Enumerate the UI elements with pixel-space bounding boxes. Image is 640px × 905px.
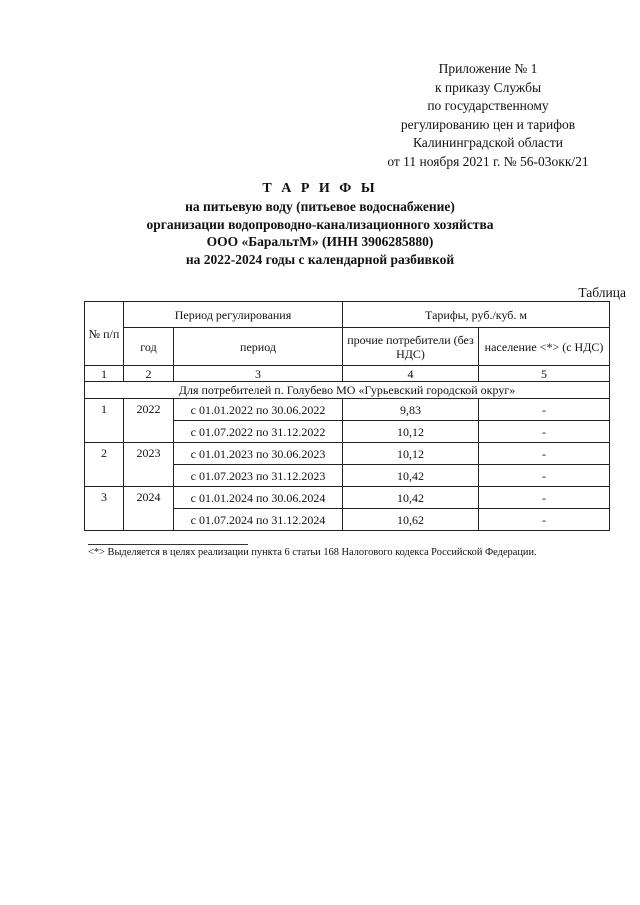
document-title bbox=[0, 180, 640, 268]
row-year: 2024 bbox=[124, 487, 174, 531]
title-line: организации водопроводно-канализационного хозяйства bbox=[146, 216, 494, 232]
row-population: - bbox=[479, 443, 610, 465]
section-row bbox=[85, 382, 610, 399]
header-other: прочие потребители (без НДС) bbox=[343, 328, 479, 366]
column-number: 4 bbox=[343, 366, 479, 382]
row-population: - bbox=[479, 487, 610, 509]
column-number: 1 bbox=[85, 366, 124, 382]
header-num: № п/п bbox=[85, 302, 124, 366]
table-label: Таблица bbox=[578, 285, 626, 300]
header-period: период bbox=[174, 328, 343, 366]
table-row bbox=[85, 443, 610, 465]
tariff-table bbox=[84, 301, 610, 531]
row-other: 10,62 bbox=[343, 509, 479, 531]
subheader-row bbox=[85, 328, 610, 366]
title-line: на 2022-2024 годы с календарной разбивкой bbox=[185, 251, 455, 267]
table-row bbox=[85, 487, 610, 509]
title-line: на питьевую воду (питьевое водоснабжение) bbox=[185, 199, 455, 214]
table-row bbox=[85, 399, 610, 421]
row-num: 3 bbox=[85, 487, 124, 531]
header-period-group: Период регулирования bbox=[124, 302, 343, 328]
row-other: 10,42 bbox=[343, 487, 479, 509]
row-num: 2 bbox=[85, 443, 124, 487]
section-title: Для потребителей п. Голубево МО «Гурьевский городской округ» bbox=[85, 382, 610, 399]
appendix-line: от 11 ноября 2021 г. № 56-03окк/21 bbox=[387, 153, 589, 169]
appendix-header bbox=[368, 60, 608, 172]
appendix-line: Приложение № 1 bbox=[438, 61, 538, 76]
row-other: 9,83 bbox=[343, 399, 479, 421]
row-population: - bbox=[479, 399, 610, 421]
header-tariff-group: Тарифы, руб./куб. м bbox=[343, 302, 610, 328]
row-population: - bbox=[479, 509, 610, 531]
title-main: Т А Р И Ф Ы bbox=[262, 181, 378, 196]
appendix-line: Калининградской области bbox=[412, 135, 564, 151]
column-number: 5 bbox=[479, 366, 610, 382]
title-line: ООО «БаральтМ» (ИНН 3906285880) bbox=[206, 234, 434, 249]
row-year: 2023 bbox=[124, 443, 174, 487]
header-year: год bbox=[124, 328, 174, 366]
appendix-line: к приказу Службы bbox=[434, 79, 542, 95]
row-period: с 01.01.2024 по 30.06.2024 bbox=[174, 487, 343, 509]
row-other: 10,12 bbox=[343, 443, 479, 465]
row-period: с 01.01.2023 по 30.06.2023 bbox=[174, 443, 343, 465]
appendix-line: по государственному bbox=[427, 98, 549, 114]
header-row bbox=[85, 302, 610, 328]
column-numbers-row bbox=[85, 366, 610, 382]
row-year: 2022 bbox=[124, 399, 174, 443]
header-population: население <*> (с НДС) bbox=[479, 328, 610, 366]
row-other: 10,42 bbox=[343, 465, 479, 487]
footnote: <*> Выделяется в целях реализации пункта 6 статьи 168 Налогового кодекса Российской Федерации. bbox=[88, 547, 537, 558]
row-population: - bbox=[479, 465, 610, 487]
appendix-line: регулированию цен и тарифов bbox=[400, 116, 576, 132]
row-period: с 01.07.2022 по 31.12.2022 bbox=[174, 421, 343, 443]
column-number: 3 bbox=[174, 366, 343, 382]
row-period: с 01.01.2022 по 30.06.2022 bbox=[174, 399, 343, 421]
row-period: с 01.07.2023 по 31.12.2023 bbox=[174, 465, 343, 487]
row-num: 1 bbox=[85, 399, 124, 443]
footnote-divider bbox=[88, 544, 248, 545]
row-other: 10,12 bbox=[343, 421, 479, 443]
row-population: - bbox=[479, 421, 610, 443]
column-number: 2 bbox=[124, 366, 174, 382]
row-period: с 01.07.2024 по 31.12.2024 bbox=[174, 509, 343, 531]
